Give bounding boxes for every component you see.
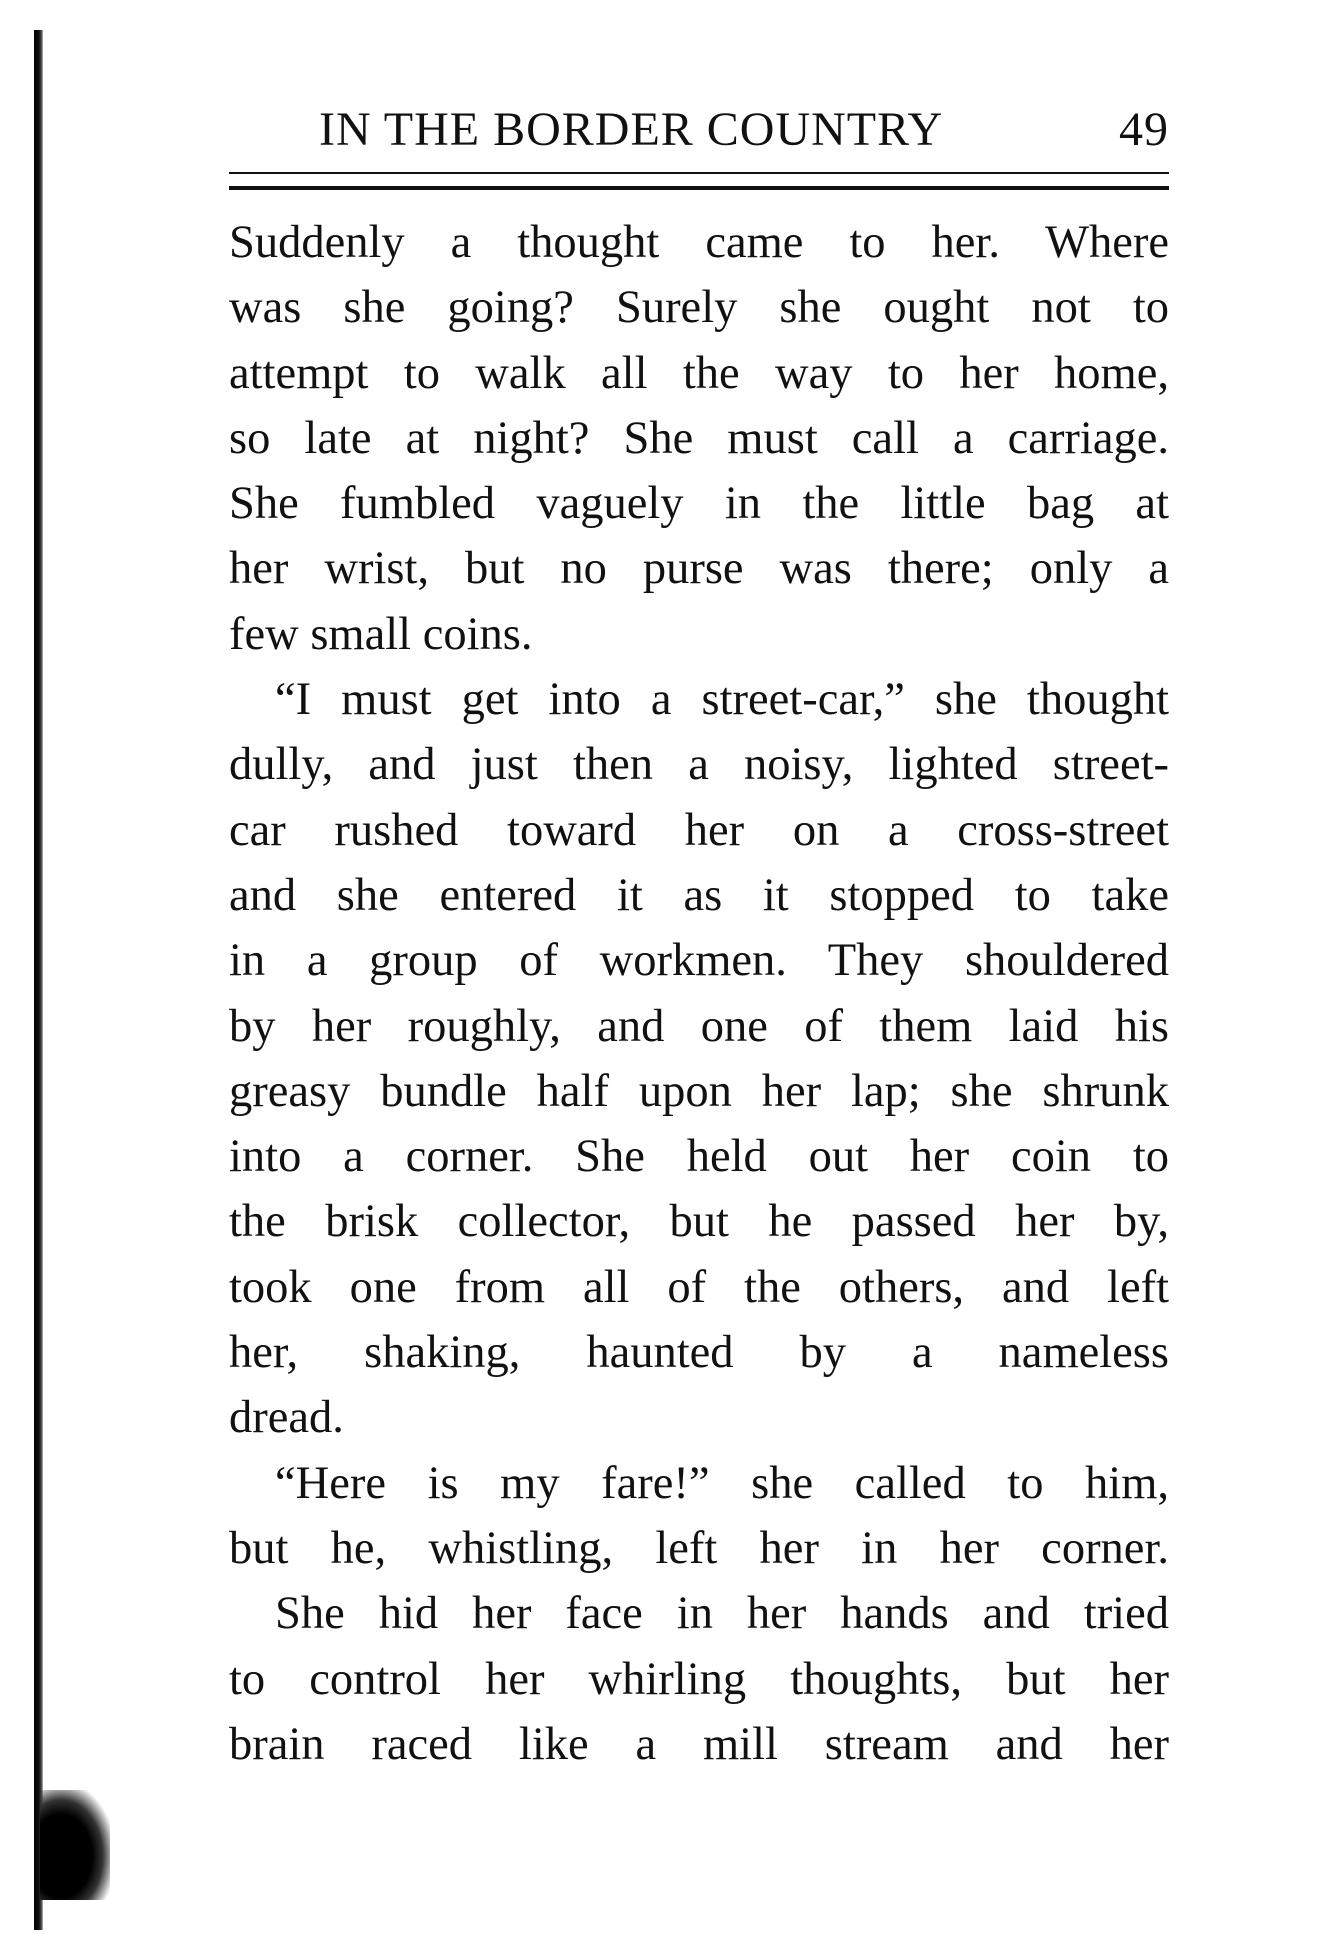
- text-line: was she going? Surely she ought not to: [229, 282, 1169, 334]
- scan-binding-edge: [34, 30, 43, 1930]
- page-number: 49: [1119, 103, 1169, 156]
- paragraph-3: [229, 1451, 1169, 1582]
- text-line: She fumbled vaguely in the little bag at: [229, 478, 1169, 530]
- text-line: and she entered it as it stopped to take: [229, 869, 1169, 921]
- text-line: Suddenly a thought came to her. Where: [229, 217, 1169, 268]
- text-line: took one from all of the others, and left: [229, 1261, 1169, 1313]
- text-line: She hid her face in her hands and tried: [275, 1588, 1169, 1640]
- book-page: [229, 100, 1169, 1777]
- body-text: [229, 210, 1169, 1777]
- text-line: attempt to walk all the way to her home,: [229, 347, 1169, 399]
- text-line: “Here is my fare!” she called to him,: [275, 1457, 1169, 1509]
- text-line: dully, and just then a noisy, lighted street-: [229, 739, 1169, 791]
- text-line: “I must get into a street-car,” she thought: [275, 674, 1169, 726]
- text-line: by her roughly, and one of them laid his: [229, 1000, 1169, 1052]
- text-line: the brisk collector, but he passed her by,: [229, 1196, 1169, 1248]
- running-head-title: IN THE BORDER COUNTRY: [319, 103, 944, 156]
- text-line: dread.: [229, 1392, 344, 1444]
- text-line: to control her whirling thoughts, but her: [229, 1653, 1169, 1705]
- paragraph-1: [229, 210, 1169, 667]
- text-line: brain raced like a mill stream and her: [229, 1718, 1169, 1770]
- text-line: her, shaking, haunted by a nameless: [229, 1327, 1169, 1379]
- scan-ink-blot: [40, 1790, 110, 1900]
- text-line: in a group of workmen. They shouldered: [229, 935, 1169, 987]
- text-line: her wrist, but no purse was there; only a: [229, 543, 1169, 595]
- text-line: so late at night? She must call a carriage.: [229, 412, 1169, 464]
- header-double-rule: [229, 172, 1169, 190]
- text-line: but he, whistling, left her in her corner.: [229, 1522, 1169, 1574]
- paragraph-2: [229, 667, 1169, 1451]
- running-head: [229, 100, 1169, 160]
- text-line: greasy bundle half upon her lap; she shrunk: [229, 1065, 1169, 1117]
- text-line: car rushed toward her on a cross-street: [229, 804, 1169, 856]
- text-line: into a corner. She held out her coin to: [229, 1131, 1169, 1183]
- text-line: few small coins.: [229, 608, 533, 660]
- paragraph-4: [229, 1581, 1169, 1777]
